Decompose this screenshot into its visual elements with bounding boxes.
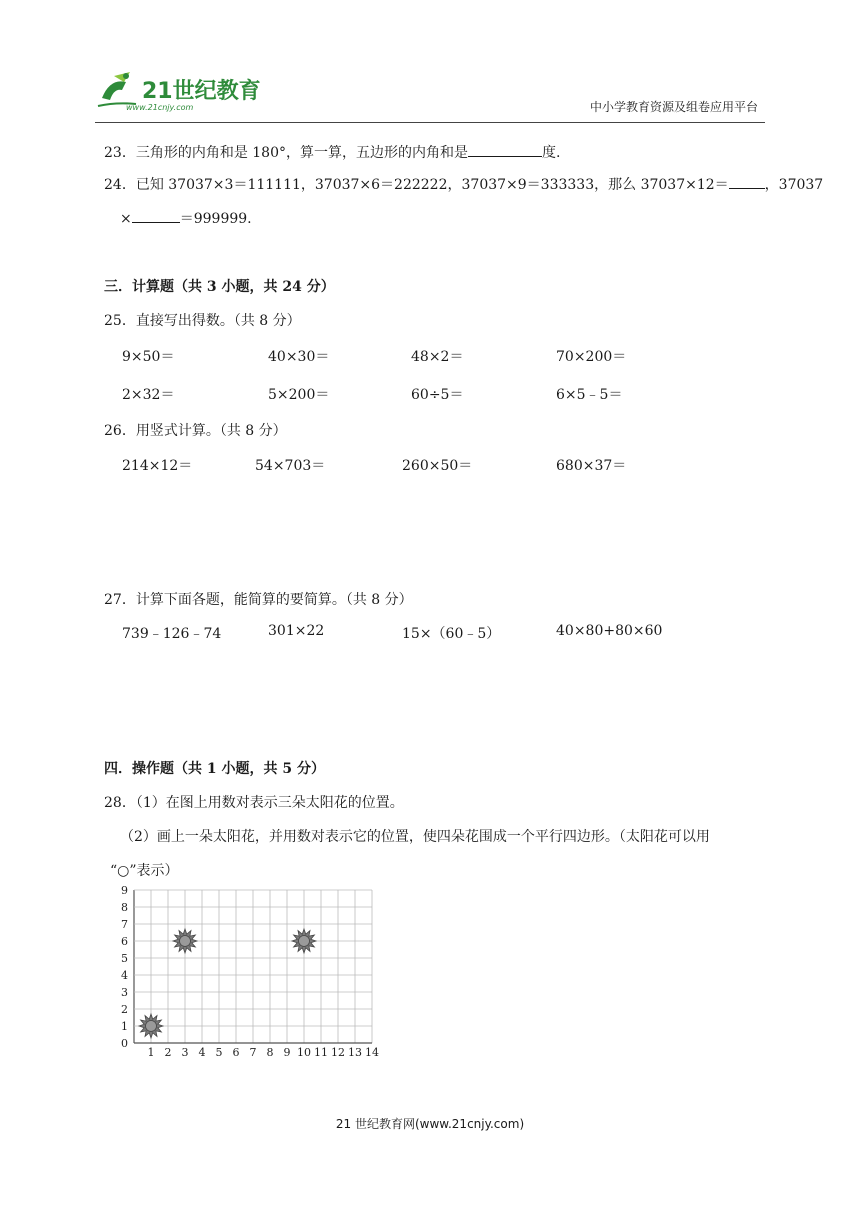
q27-item: 739﹣126﹣74: [122, 626, 222, 642]
y-tick-label: 0: [121, 1037, 128, 1050]
y-tick-label: 6: [121, 935, 128, 948]
q24-text: 24．已知 37037×3＝111111，37037×6＝222222，37037×9＝333333，那么 37037×12＝: [104, 177, 729, 193]
sunflower-center: [146, 1021, 157, 1032]
y-tick-label: 1: [121, 1020, 128, 1033]
question-24-line2: [120, 208, 252, 228]
q26-item: 680×37＝: [556, 458, 627, 474]
x-tick-label: 2: [164, 1046, 172, 1059]
q27-title: 27．计算下面各题，能简算的要简算。（共 8 分）: [104, 592, 413, 608]
sunflower-center: [180, 936, 191, 947]
y-tick-label: 9: [121, 884, 128, 897]
q26-title: 26．用竖式计算。（共 8 分）: [104, 423, 287, 439]
q26-item: 260×50＝: [402, 458, 473, 474]
q23-answer-blank: [468, 142, 542, 157]
q24-line2-prefix: ×: [120, 211, 132, 227]
q27-item: 301×22: [268, 623, 325, 639]
x-tick-label: 4: [198, 1046, 206, 1059]
q25-item: 60÷5＝: [411, 387, 464, 403]
q24-tail: ，37037: [764, 177, 824, 193]
q25-item: 40×30＝: [268, 349, 330, 365]
21cnjy-logo: [96, 68, 266, 114]
q25-item: 6×5﹣5＝: [556, 387, 623, 403]
x-tick-label: 11: [314, 1046, 328, 1059]
section-4-title: 四．操作题（共 1 小题，共 5 分）: [104, 761, 325, 777]
x-tick-label: 7: [249, 1046, 257, 1059]
question-24-line1: [104, 174, 823, 194]
q25-title: 25．直接写出得数。（共 8 分）: [104, 313, 301, 329]
q24-answer-blank-1: [729, 174, 765, 189]
q27-item: 40×80+80×60: [556, 623, 663, 639]
question-23: [104, 142, 560, 162]
q23-suffix: 度.: [542, 145, 561, 161]
x-tick-label: 9: [283, 1046, 291, 1059]
q25-item: 48×2＝: [411, 349, 464, 365]
q28-part2-line1: （2）画上一朵太阳花，并用数对表示它的位置，使四朵花围成一个平行四边形。（太阳花可以用: [120, 829, 710, 845]
x-tick-label: 10: [297, 1046, 311, 1059]
q28-part1: 28．（1）在图上用数对表示三朵太阳花的位置。: [104, 795, 404, 811]
x-tick-label: 5: [215, 1046, 223, 1059]
y-tick-label: 4: [121, 969, 128, 982]
y-tick-label: 3: [121, 986, 128, 999]
x-tick-label: 6: [232, 1046, 240, 1059]
q25-item: 2×32＝: [122, 387, 175, 403]
x-tick-label: 1: [147, 1046, 155, 1059]
logo-text: 21世纪教育: [142, 79, 261, 104]
x-tick-label: 14: [365, 1046, 379, 1059]
platform-name: 中小学教育资源及组卷应用平台: [589, 100, 758, 114]
section-3-title: 三．计算题（共 3 小题，共 24 分）: [104, 279, 335, 295]
q23-text: 23．三角形的内角和是 180°，算一算，五边形的内角和是: [104, 145, 468, 161]
logo-url: www.21cnjy.com: [126, 103, 194, 112]
x-tick-label: 3: [181, 1046, 189, 1059]
y-tick-label: 7: [121, 918, 128, 931]
q26-item: 214×12＝: [122, 458, 193, 474]
coordinate-grid: [110, 880, 390, 1065]
q25-item: 9×50＝: [122, 349, 175, 365]
q28-part2-line2: “○”表示）: [110, 863, 179, 879]
sunflower-center: [299, 936, 310, 947]
x-tick-label: 12: [331, 1046, 345, 1059]
q24-answer-blank-2: [132, 208, 180, 223]
q25-item: 5×200＝: [268, 387, 330, 403]
y-tick-label: 2: [121, 1003, 128, 1016]
q27-item: 15×（60﹣5）: [402, 626, 501, 642]
q25-item: 70×200＝: [556, 349, 627, 365]
q26-item: 54×703＝: [255, 458, 326, 474]
y-tick-label: 5: [121, 952, 128, 965]
header-divider: [95, 122, 765, 123]
x-tick-label: 8: [266, 1046, 274, 1059]
page-footer: 21 世纪教育网(www.21cnjy.com): [335, 1117, 525, 1131]
x-tick-label: 13: [348, 1046, 362, 1059]
y-tick-label: 8: [121, 901, 128, 914]
q24-line2-suffix: ＝999999.: [179, 211, 252, 227]
